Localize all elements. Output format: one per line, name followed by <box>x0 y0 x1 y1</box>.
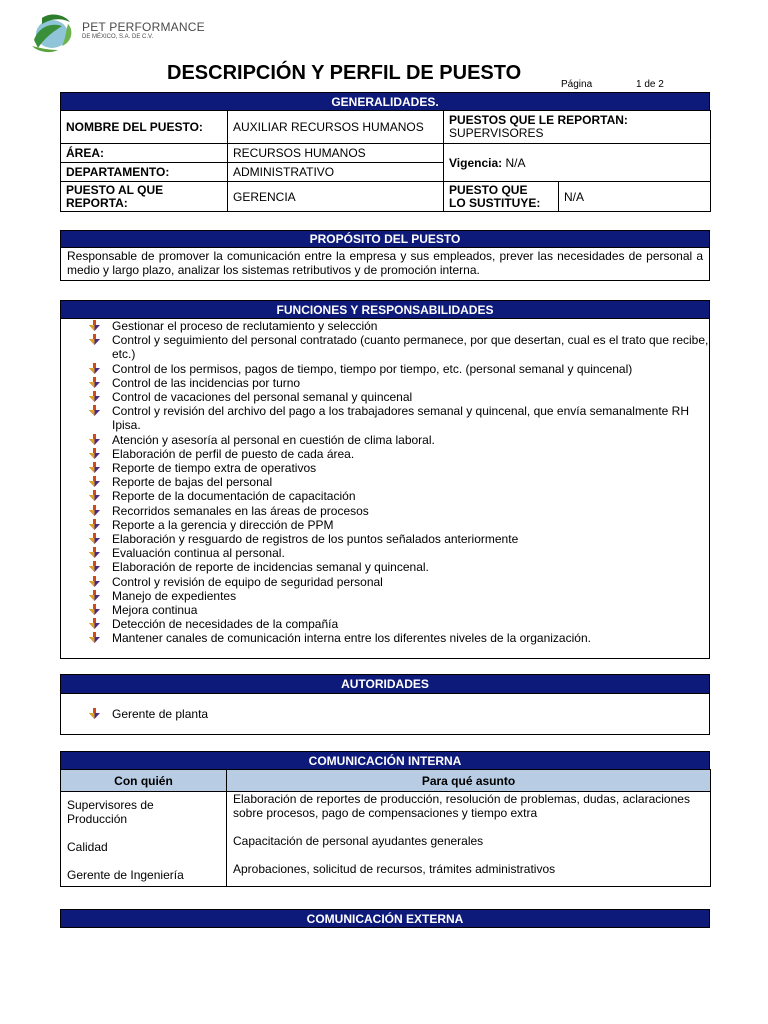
arrow-bullet-icon <box>89 604 100 616</box>
logo-company-suffix: DE MÉXICO, S.A. DE C.V. <box>82 34 154 40</box>
what-item: Capacitación de personal ayudantes generales <box>233 834 484 848</box>
autoridades-box <box>60 693 710 735</box>
arrow-bullet-icon <box>89 576 100 588</box>
generalidades-table <box>60 110 711 212</box>
funcion-item-text: Mantener canales de comunicación interna entre los diferentes niveles de la organización. <box>112 631 591 646</box>
arrow-bullet-icon <box>89 533 100 545</box>
arrow-bullet-icon <box>89 618 100 630</box>
funcion-item <box>61 532 709 546</box>
asunto-cell <box>227 792 711 887</box>
funcion-item <box>61 546 709 560</box>
funcion-item-text: Reporte de bajas del personal <box>112 475 273 490</box>
arrow-bullet-icon <box>89 391 100 403</box>
funcion-item-text: Control de los permisos, pagos de tiempo, tiempo por tiempo, etc. (personal semanal y quincenal) <box>112 361 633 376</box>
vigencia-cell <box>444 144 711 182</box>
funciones-box <box>60 318 710 659</box>
funcion-item <box>61 447 709 461</box>
page-label: Página <box>561 79 593 90</box>
who-item: Supervisores de Producción <box>67 798 154 826</box>
who-item: Gerente de Ingeniería <box>67 868 184 882</box>
generalidades-heading: GENERALIDADES. <box>60 92 710 111</box>
funcion-item <box>61 603 709 617</box>
funcion-item-text: Control y seguimiento del personal contratado (cuanto permanece, por que desertan, cual es el trato que recibe, etc.) <box>112 333 709 362</box>
funcion-item <box>61 617 709 631</box>
what-item: Elaboración de reportes de producción, resolución de problemas, dudas, aclaraciones sobre procesos, pago de compensaciones y tiempo extra <box>233 792 690 820</box>
funcion-item-text: Control y revisión del archivo del pago a los trabajadores semanal y quincenal, que envía semanalmente RH Ipisa. <box>112 404 689 433</box>
arrow-bullet-icon <box>89 434 100 446</box>
sustituye-label-line1: PUESTO QUE <box>449 182 528 197</box>
sustituye-label-line2: LO SUSTITUYE: <box>449 195 541 210</box>
proposito-text: Responsable de promover la comunicación entre la empresa y sus empleados, prever las necesidades de personal a medio y largo plazo, analizar los sistemas retributivos y de promoción interna. <box>67 249 703 277</box>
reporta-label-line2: REPORTA: <box>66 195 128 210</box>
funcion-item-text: Elaboración de perfil de puesto de cada área. <box>112 446 355 461</box>
funcion-item-text: Control de vacaciones del personal semanal y quincenal <box>112 390 413 405</box>
document-title: DESCRIPCIÓN Y PERFIL DE PUESTO <box>167 62 522 84</box>
autoridades-heading: AUTORIDADES <box>60 674 710 694</box>
reportan-cell <box>444 111 711 144</box>
col-con-quien: Con quién <box>61 770 227 792</box>
funcion-item <box>61 575 709 589</box>
arrow-bullet-icon <box>89 708 100 720</box>
funcion-item-text: Mejora continua <box>112 603 198 618</box>
arrow-bullet-icon <box>89 363 100 375</box>
funcion-item-text: Control y revisión de equipo de seguridad personal <box>112 574 383 589</box>
funcion-item-text: Gestionar el proceso de reclutamiento y selección <box>112 319 378 333</box>
departamento-label: DEPARTAMENTO: <box>61 163 228 182</box>
area-label: ÁREA: <box>61 144 228 163</box>
funcion-item <box>61 319 709 333</box>
funcion-item <box>61 333 709 361</box>
funcion-item <box>61 362 709 376</box>
con-quien-cell <box>61 792 227 887</box>
funcion-item <box>61 560 709 574</box>
globe-logo-icon <box>28 10 80 55</box>
arrow-bullet-icon <box>89 405 100 417</box>
funcion-item-text: Detección de necesidades de la compañía <box>112 617 339 632</box>
autoridad-item <box>61 707 709 721</box>
vigencia-label: Vigencia: <box>449 155 503 170</box>
what-item: Aprobaciones, solicitud de recursos, trámites administrativos <box>233 862 556 876</box>
company-logo <box>28 10 205 55</box>
funcion-item <box>61 518 709 532</box>
logo-company-name: PET PERFORMANCE <box>82 20 205 34</box>
nombre-value: AUXILIAR RECURSOS HUMANOS <box>228 111 444 144</box>
reporta-label-cell <box>61 182 228 212</box>
comunicacion-interna-table <box>60 769 711 887</box>
funcion-item-text: Manejo de expedientes <box>112 588 237 603</box>
reporta-label-line1: PUESTO AL QUE <box>66 182 164 197</box>
arrow-bullet-icon <box>89 505 100 517</box>
funcion-item-text: Reporte a la gerencia y dirección de PPM <box>112 517 334 532</box>
departamento-value: ADMINISTRATIVO <box>228 163 444 182</box>
funcion-item <box>61 433 709 447</box>
proposito-box <box>60 247 710 281</box>
proposito-heading: PROPÓSITO DEL PUESTO <box>60 230 710 248</box>
arrow-bullet-icon <box>89 519 100 531</box>
page-number: 1 de 2 <box>636 79 664 90</box>
funcion-item <box>61 376 709 390</box>
funcion-item-text: Elaboración de reporte de incidencias semanal y quincenal. <box>112 560 429 575</box>
autoridades-list <box>61 707 709 721</box>
funcion-item-text: Reporte de la documentación de capacitación <box>112 489 356 504</box>
funcion-item <box>61 589 709 603</box>
funcion-item <box>61 461 709 475</box>
funcion-item-text: Evaluación continua al personal. <box>112 546 285 561</box>
col-para-que-asunto: Para qué asunto <box>227 770 711 792</box>
arrow-bullet-icon <box>89 462 100 474</box>
sustituye-value: N/A <box>559 182 711 212</box>
arrow-bullet-icon <box>89 320 100 332</box>
vigencia-value: N/A <box>505 155 526 170</box>
arrow-bullet-icon <box>89 590 100 602</box>
area-value: RECURSOS HUMANOS <box>228 144 444 163</box>
arrow-bullet-icon <box>89 377 100 389</box>
funcion-item <box>61 390 709 404</box>
funcion-item-text: Elaboración y resguardo de registros de los puntos señalados anteriormente <box>112 532 519 547</box>
funcion-item-text: Reporte de tiempo extra de operativos <box>112 461 317 476</box>
reportan-label: PUESTOS QUE LE REPORTAN: <box>449 113 628 127</box>
arrow-bullet-icon <box>89 632 100 644</box>
funcion-item-text: Recorridos semanales en las áreas de procesos <box>112 503 369 518</box>
reportan-value: SUPERVISORES <box>449 126 544 140</box>
funcion-item <box>61 631 709 645</box>
funcion-item <box>61 404 709 432</box>
comunicacion-interna-heading: COMUNICACIÓN INTERNA <box>60 751 710 770</box>
funcion-item <box>61 475 709 489</box>
funcion-item-text: Atención y asesoría al personal en cuestión de clima laboral. <box>112 432 435 447</box>
arrow-bullet-icon <box>89 476 100 488</box>
sustituye-label-cell <box>444 182 559 212</box>
arrow-bullet-icon <box>89 561 100 573</box>
autoridad-item-text: Gerente de planta <box>112 707 209 721</box>
funciones-heading: FUNCIONES Y RESPONSABILIDADES <box>60 300 710 319</box>
funcion-item <box>61 489 709 503</box>
arrow-bullet-icon <box>89 448 100 460</box>
reporta-value: GERENCIA <box>228 182 444 212</box>
arrow-bullet-icon <box>89 334 100 346</box>
funcion-item <box>61 504 709 518</box>
nombre-label: NOMBRE DEL PUESTO: <box>61 111 228 144</box>
comunicacion-externa-heading: COMUNICACIÓN EXTERNA <box>60 909 710 928</box>
arrow-bullet-icon <box>89 490 100 502</box>
arrow-bullet-icon <box>89 547 100 559</box>
funciones-list <box>61 319 709 646</box>
funcion-item-text: Control de las incidencias por turno <box>112 375 301 390</box>
who-item: Calidad <box>67 840 108 854</box>
